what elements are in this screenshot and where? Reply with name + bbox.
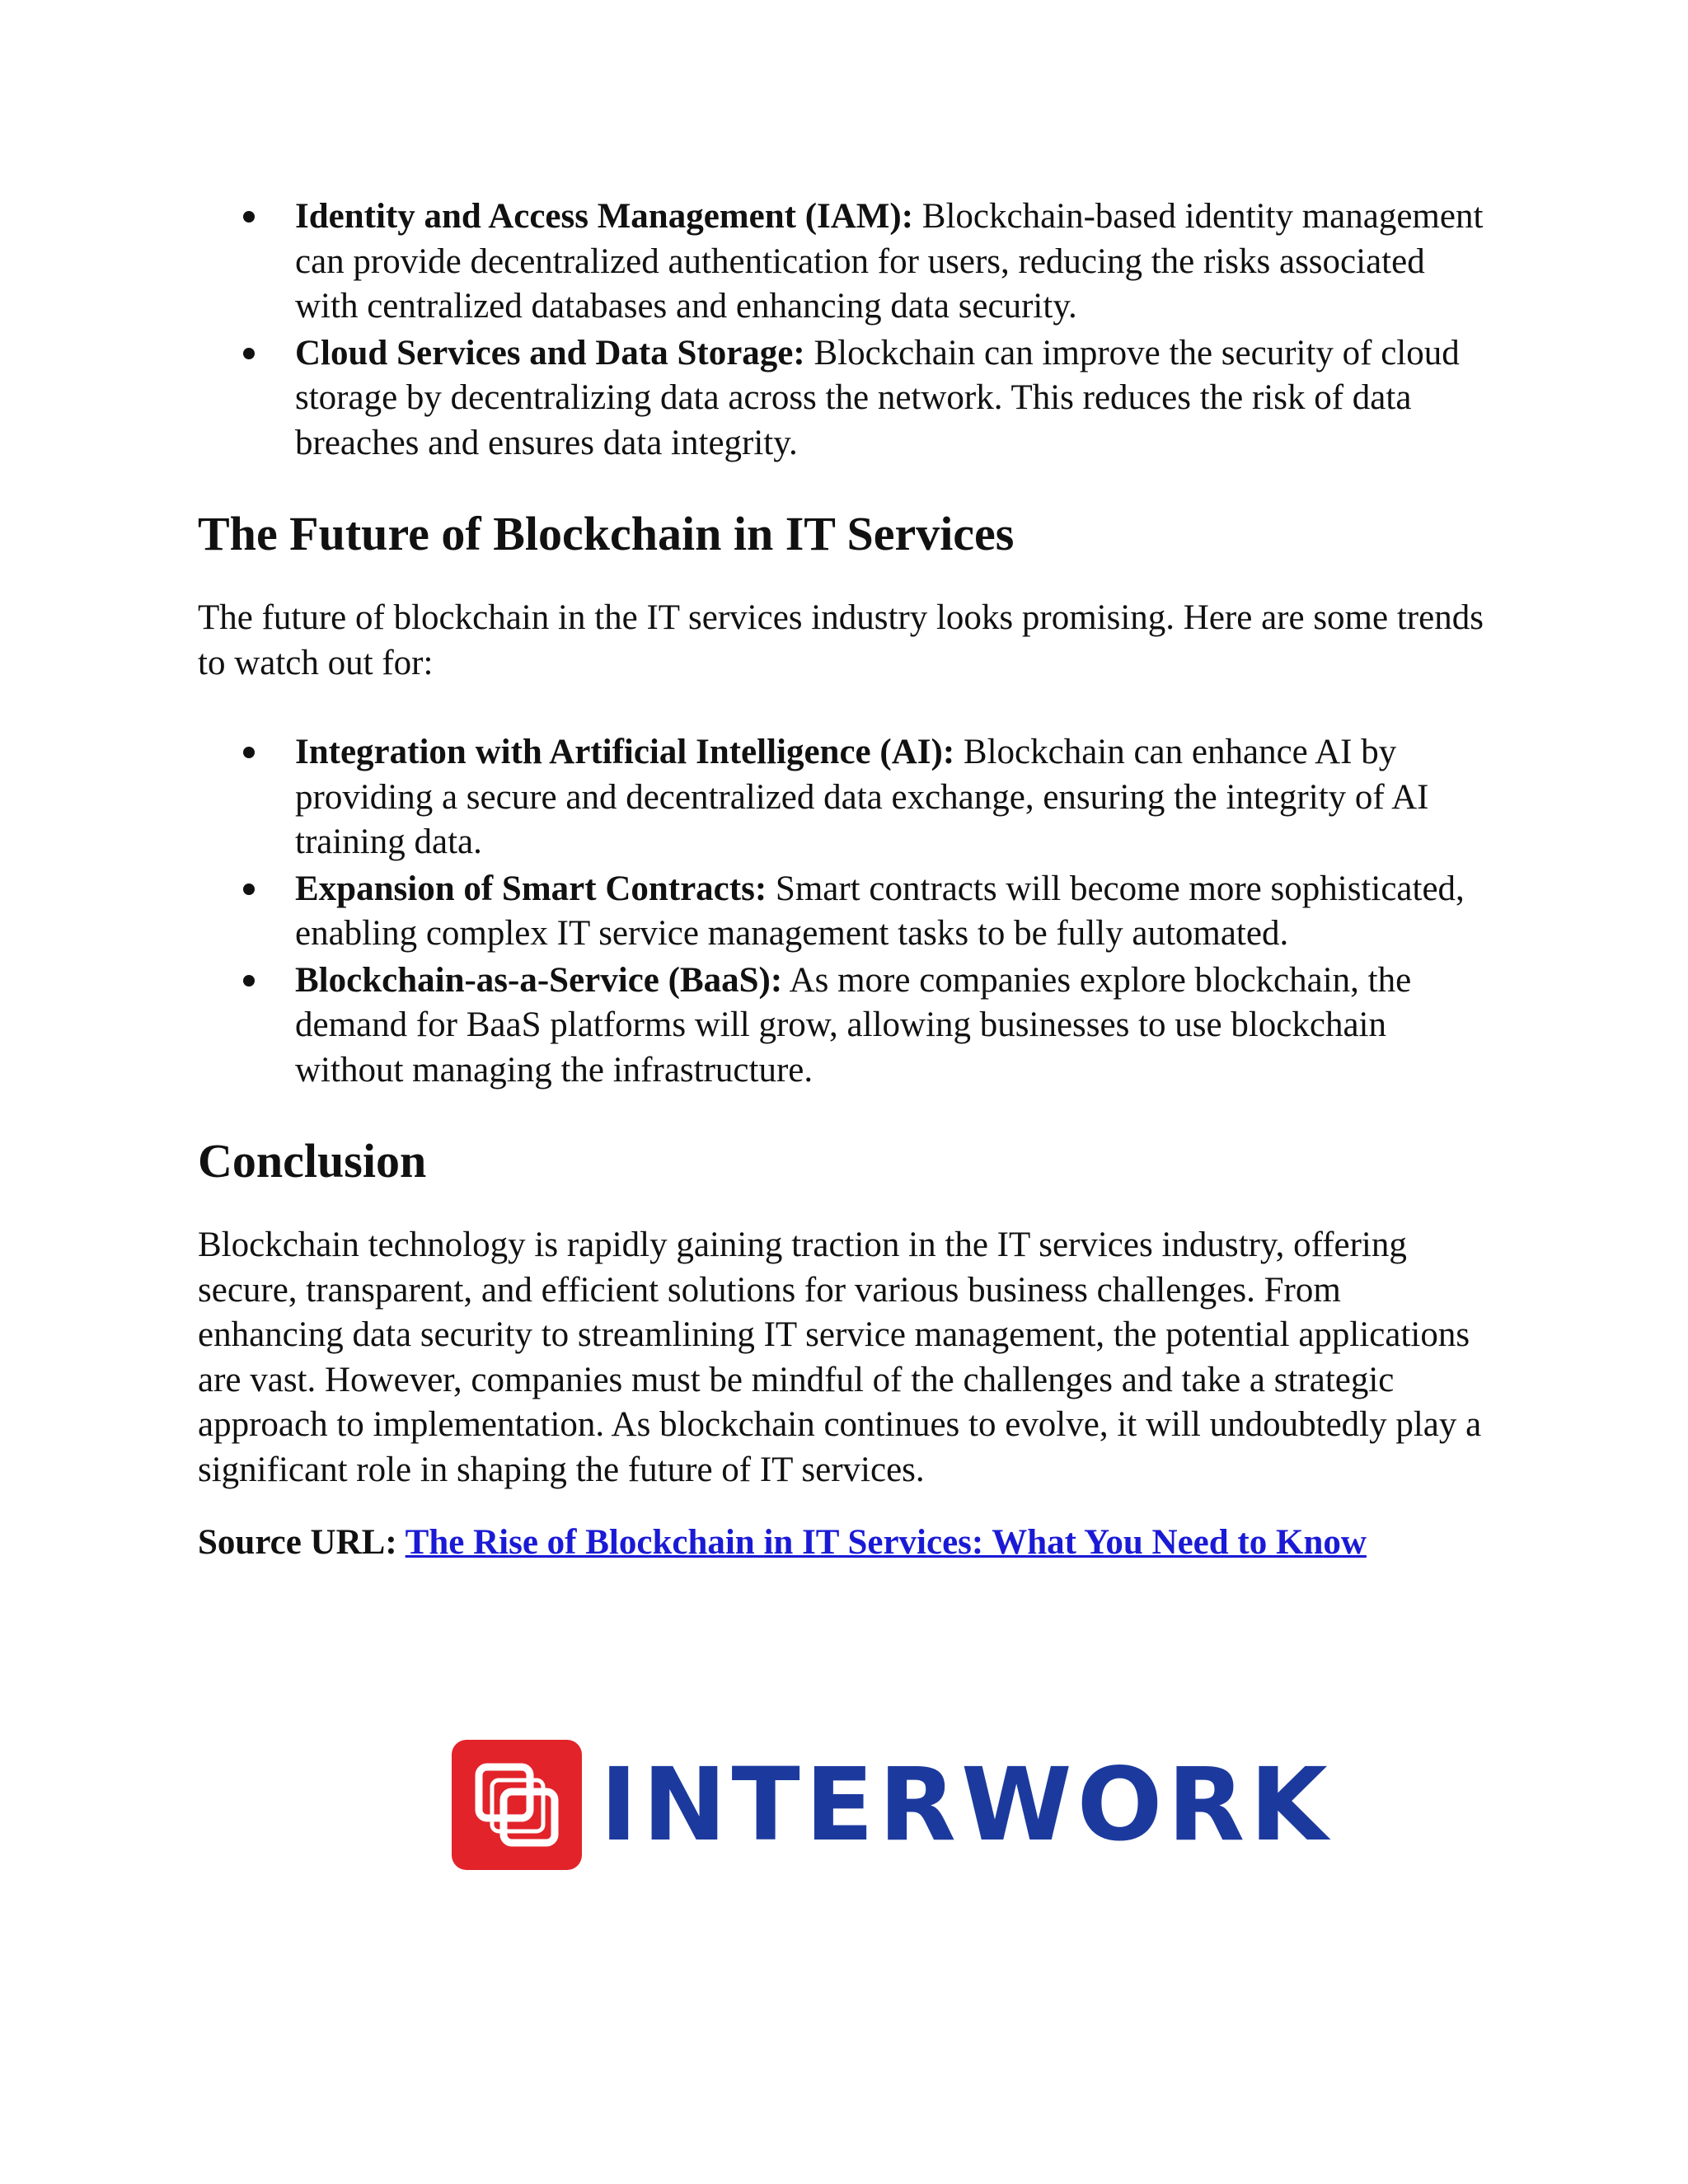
interwork-logo-icon: [452, 1740, 582, 1870]
list-item: [198, 958, 1484, 1094]
bullet-icon: [243, 747, 255, 758]
source-line: [198, 1521, 1484, 1566]
list-item: [198, 867, 1484, 957]
list-item-title: Blockchain-as-a-Service (BaaS):: [295, 960, 783, 1000]
list-item-text: Blockchain-based identity management can provide decentralized authentication for users, reducing the risks associated with centralized databases and enhancing data security.: [295, 197, 1484, 326]
future-trends-list: [198, 730, 1484, 1093]
source-label: Source URL:: [198, 1523, 397, 1562]
list-item-title: Cloud Services and Data Storage:: [295, 333, 805, 373]
list-item-title: Expansion of Smart Contracts:: [295, 869, 767, 908]
conclusion-body: Blockchain technology is rapidly gaining traction in the IT services industry, offering secure, transparent, and efficient solutions for various business challenges. From enhancing data security to streamlining IT service management, the potential applications are vast. However, companies must be mindful of the challenges and take a strategic approach to implementation. As blockchain continues to evolve, it will undoubtedly play a significant role in shaping the future of IT services.: [198, 1226, 1482, 1489]
bullet-icon: [243, 348, 255, 359]
logo-wordmark: INTERWORK: [600, 1746, 1333, 1863]
future-heading: The Future of Blockchain in IT Services: [198, 507, 1015, 560]
list-item: [198, 194, 1484, 330]
source-link[interactable]: The Rise of Blockchain in IT Services: What You Need to Know: [405, 1523, 1367, 1562]
list-item-text: As more companies explore blockchain, the demand for BaaS platforms will grow, allowing businesses to use blockchain without managing the infrastructure.: [295, 960, 1412, 1090]
list-item: [198, 730, 1484, 865]
conclusion-heading: Conclusion: [198, 1134, 427, 1188]
future-intro: The future of blockchain in the IT services industry looks promising. Here are some trends to watch out for:: [198, 598, 1484, 682]
list-item-title: Integration with Artificial Intelligence (AI):: [295, 733, 955, 771]
list-item-title: Identity and Access Management (IAM):: [295, 197, 914, 236]
list-item: [198, 331, 1484, 466]
list-item-text: Blockchain can improve the security of cloud storage by decentralizing data across the network. This reduces the risk of data breaches and ensures data integrity.: [295, 333, 1460, 462]
interlocked-squares-icon: [467, 1755, 566, 1854]
list-item-text: Blockchain can enhance AI by providing a secure and decentralized data exchange, ensuring the integrity of AI training data.: [295, 733, 1429, 861]
security-use-cases-list: [198, 194, 1484, 466]
bullet-icon: [243, 883, 255, 895]
interwork-logo: [452, 1739, 1333, 1871]
bullet-icon: [243, 975, 255, 987]
document-page: [198, 194, 1484, 1566]
bullet-icon: [243, 211, 255, 223]
list-item-text: Smart contracts will become more sophisticated, enabling complex IT service management tasks to be fully automated.: [295, 869, 1465, 953]
